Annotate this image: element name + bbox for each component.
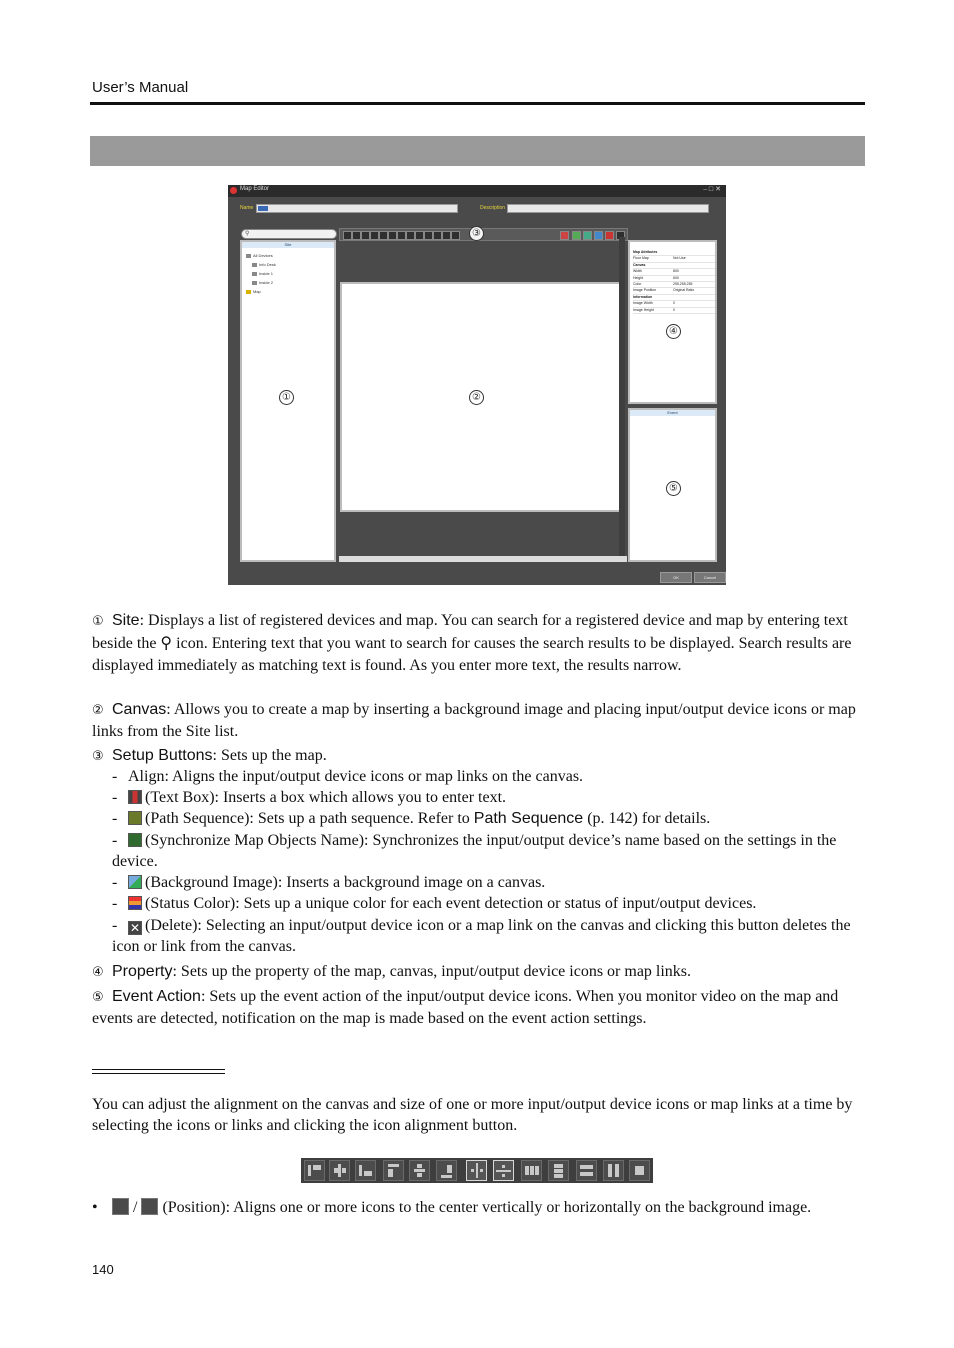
align-left-icon xyxy=(383,1160,404,1181)
item-number: ④ xyxy=(92,965,104,980)
description-label: Description xyxy=(480,205,506,211)
search-icon: ⚲ xyxy=(245,231,250,237)
align-button-icon xyxy=(406,231,415,240)
app-logo-icon xyxy=(230,187,237,194)
item-term: Property xyxy=(112,963,173,980)
property-value: Original Ratio xyxy=(673,288,695,293)
property-key: Map Attributes xyxy=(633,250,658,254)
callout-2: ② xyxy=(469,390,484,405)
canvas-vertical-scrollbar xyxy=(619,237,625,556)
property-key: Information xyxy=(633,294,653,299)
callout-4: ④ xyxy=(666,324,681,339)
align-button-icon xyxy=(352,231,361,240)
tree-item: All Devices xyxy=(246,251,276,260)
item-term: Canvas xyxy=(112,701,167,718)
property-key: Canvas xyxy=(633,262,646,267)
align-bottom-icon xyxy=(355,1160,376,1181)
devices-icon xyxy=(246,254,251,258)
background-image-icon xyxy=(128,875,142,889)
sub-delete: - ✕ (Delete): Selecting an input/output device icon or a map link on the canvas and clicking this button deletes the icon or link from the canvas. xyxy=(112,917,851,956)
align-button-icon xyxy=(361,231,370,240)
sub-text-box: - (Text Box): Inserts a box which allows you to enter text. xyxy=(112,789,507,806)
event-panel-header: Event xyxy=(630,410,715,416)
item-term: Site xyxy=(112,612,140,629)
same-width-icon xyxy=(576,1160,597,1181)
property-key: Image Width xyxy=(633,301,653,306)
align-button-icon xyxy=(451,231,460,240)
subsection-rule xyxy=(92,1073,225,1074)
site-panel-header: Site xyxy=(242,242,334,248)
item-text: : Sets up the event action of the input/output device icons. When you monitor video on the map and events are detected, notification on the map is made based on the event action settings. xyxy=(92,988,839,1028)
icon-alignment-toolbar xyxy=(301,1158,653,1183)
same-height-icon xyxy=(603,1160,624,1181)
canvas-horizontal-scrollbar xyxy=(339,556,627,562)
distribute-horizontal-icon xyxy=(521,1160,542,1181)
description-field xyxy=(507,204,709,213)
property-value: Not Use xyxy=(673,256,686,261)
name-selection xyxy=(258,206,268,211)
align-right-icon xyxy=(436,1160,457,1181)
sub-align: - Align: Aligns the input/output device icons or map links on the canvas. xyxy=(112,768,584,785)
bullet-position: • / (Position): Aligns one or more icons to the center vertically or horizontally on the background image. xyxy=(92,1199,812,1216)
align-button-icon xyxy=(424,231,433,240)
item-text: : Displays a list of registered devices and map. You can search for a registered device and map by entering text beside the xyxy=(92,612,848,653)
same-size-icon xyxy=(629,1160,650,1181)
window-controls-icon: –□✕ xyxy=(703,185,723,193)
callout-5: ⑤ xyxy=(666,481,681,496)
device-icon xyxy=(252,272,257,276)
window-title: Map Editor xyxy=(240,186,270,192)
center-horizontal-icon xyxy=(141,1198,158,1215)
callout-3: ③ xyxy=(469,226,484,241)
property-key: Width xyxy=(633,269,642,274)
ok-button: OK xyxy=(660,572,692,583)
property-row xyxy=(633,308,715,314)
delete-icon: ✕ xyxy=(129,921,141,935)
property-value: 800 xyxy=(673,269,679,274)
page-number: 140 xyxy=(92,1262,114,1277)
item-text: : Sets up the property of the map, canvas, input/output device icons or map links. xyxy=(172,963,692,980)
align-top-left-icon xyxy=(304,1160,325,1181)
running-header: User’s Manual xyxy=(92,79,189,96)
align-button-icon xyxy=(388,231,397,240)
path-sequence-link[interactable]: Path Sequence xyxy=(473,810,584,827)
item-property xyxy=(92,961,863,983)
align-button-icon xyxy=(442,231,451,240)
item-setup-buttons xyxy=(92,745,863,767)
tree-item: Map xyxy=(246,287,276,296)
align-button-icon xyxy=(415,231,424,240)
property-panel xyxy=(628,240,717,404)
property-key: Height xyxy=(633,275,644,280)
sub-path-sequence: - (Path Sequence): Sets up a path sequence. Refer to Path Sequence (p. 142) for details. xyxy=(112,810,711,827)
item-text: : Sets up the map. xyxy=(212,747,327,764)
property-value: 600 xyxy=(673,275,679,280)
device-icon xyxy=(252,263,257,267)
align-button-icon xyxy=(370,231,379,240)
item-number: ① xyxy=(92,614,104,629)
align-button-icon xyxy=(343,231,352,240)
callout-1: ① xyxy=(279,390,294,405)
window-titlebar xyxy=(228,185,726,197)
name-field xyxy=(256,204,458,213)
item-number: ③ xyxy=(92,749,104,764)
header-rule xyxy=(90,102,865,105)
property-key: Floor Map xyxy=(633,256,649,261)
sync-names-icon xyxy=(128,833,142,847)
map-icon xyxy=(246,290,251,294)
center-vertical-icon xyxy=(466,1160,487,1181)
site-search-box xyxy=(241,229,337,239)
sub-background-image: - (Background Image): Inserts a background image on a canvas. xyxy=(112,874,546,891)
item-term: Setup Buttons xyxy=(112,747,213,764)
center-vertical-icon xyxy=(112,1198,129,1215)
status-color-icon xyxy=(128,896,142,910)
property-key: Image Height xyxy=(633,307,654,312)
distribute-vertical-icon xyxy=(548,1160,569,1181)
property-key: Image Position xyxy=(633,288,657,293)
item-text: icon. Entering text that you want to search for causes the search results to be displayed. Search results are displayed immediately as matching text is found. As you enter more text, the results narrow. xyxy=(92,635,852,674)
site-tree xyxy=(246,251,276,296)
item-site xyxy=(92,610,863,676)
subsection-rule xyxy=(92,1069,225,1070)
tree-item: Info Desk xyxy=(246,260,276,269)
align-center-left-icon xyxy=(329,1160,350,1181)
text-box-icon xyxy=(560,231,569,240)
section-title-bar xyxy=(90,136,865,166)
item-text: : Allows you to create a map by inserting a background image and placing input/output device icons or map links from the Site list. xyxy=(92,701,856,741)
property-key: Color xyxy=(633,282,642,287)
sync-names-icon xyxy=(583,231,592,240)
property-value: 255,255,255 xyxy=(673,282,693,287)
text-box-icon xyxy=(128,790,142,804)
search-icon: ⚲ xyxy=(160,633,173,653)
item-canvas xyxy=(92,699,863,743)
item-term: Event Action xyxy=(112,988,201,1005)
sub-status-color: - (Status Color): Sets up a unique color for each event detection or status of input/output devices. xyxy=(112,895,757,912)
center-horizontal-icon xyxy=(493,1160,514,1181)
name-label: Name xyxy=(240,205,254,211)
align-button-icon xyxy=(433,231,442,240)
item-event-action xyxy=(92,986,863,1030)
path-sequence-icon xyxy=(572,231,581,240)
map-editor-screenshot xyxy=(228,185,726,585)
item-number: ② xyxy=(92,703,104,718)
sub-sync-names: - (Synchronize Map Objects Name): Synchronizes the input/output device’s name based on the settings in the device. xyxy=(112,832,837,871)
tree-item: Inside 1 xyxy=(246,269,276,278)
align-button-icon xyxy=(379,231,388,240)
tree-item: Inside 2 xyxy=(246,278,276,287)
background-image-icon xyxy=(594,231,603,240)
alignment-paragraph: You can adjust the alignment on the canvas and size of one or more input/output device icons or map links at a time by selecting the icons or links and clicking the icon alignment button. xyxy=(92,1096,853,1135)
property-value: 0 xyxy=(673,307,675,312)
cancel-button: Cancel xyxy=(694,572,726,583)
item-number: ⑤ xyxy=(92,990,104,1005)
status-color-icon xyxy=(605,231,614,240)
align-middle-icon xyxy=(409,1160,430,1181)
path-sequence-icon xyxy=(128,811,142,825)
device-icon xyxy=(252,281,257,285)
align-button-icon xyxy=(397,231,406,240)
property-grid xyxy=(633,250,715,314)
property-value: 0 xyxy=(673,301,675,306)
